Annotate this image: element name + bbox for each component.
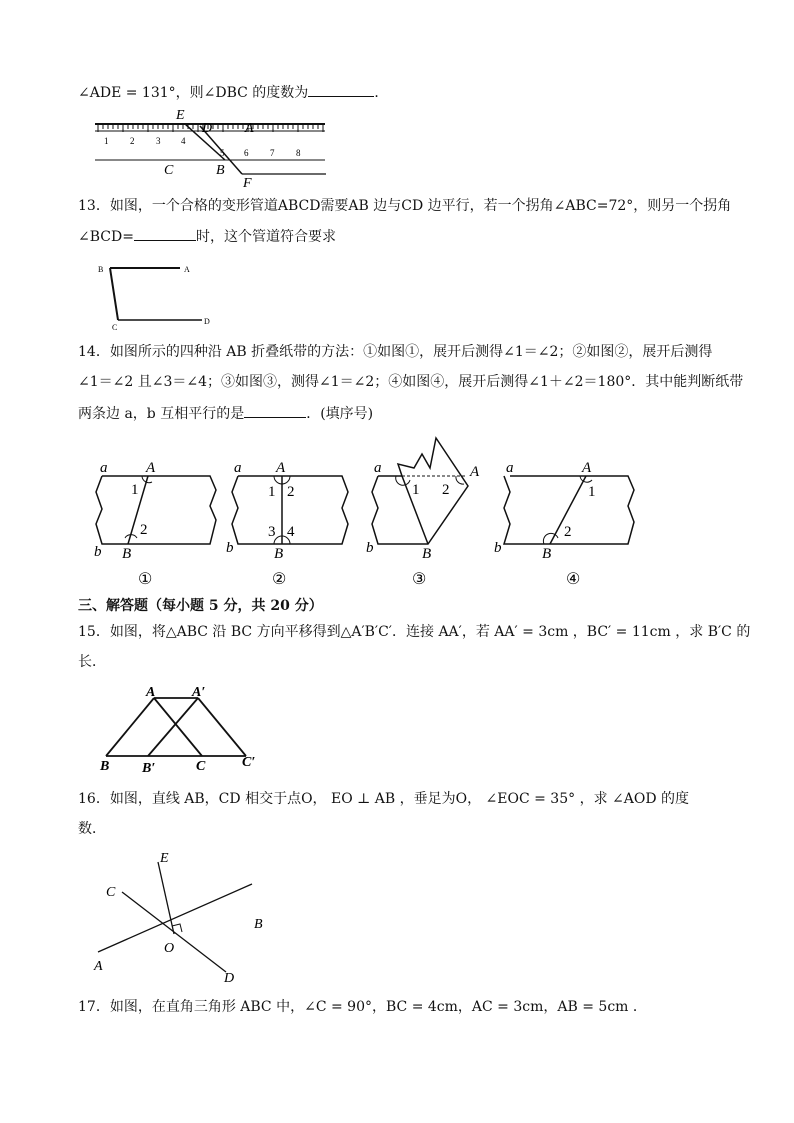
q14-figure-2 — [226, 460, 348, 588]
q16-intersecting-lines-figure — [88, 848, 278, 984]
label-B: B — [254, 917, 263, 932]
label-b: b — [494, 540, 502, 556]
q14-text-3a: 两条边 a，b 互相平行的是 — [78, 406, 245, 422]
q12-ruler-figure — [90, 104, 340, 190]
q14-figure-4 — [494, 460, 634, 588]
q14-text-3b: ．(填序号) — [306, 406, 374, 422]
label-D: D — [224, 971, 235, 984]
q16-line1 — [78, 789, 689, 809]
label-b: b — [226, 540, 234, 556]
label-A: A — [245, 121, 254, 136]
label-B: B — [98, 265, 104, 274]
q14-figure-1 — [94, 460, 216, 588]
q13-line1 — [78, 196, 731, 216]
q16-text-1: 如图，直线 AB，CD 相交于点O， EO ⊥ AB ，垂足为O， ∠EOC = 35° ，求 ∠AOD 的度 — [109, 791, 690, 807]
tick-label-1: 1 — [104, 136, 109, 146]
label-4: 4 — [287, 524, 295, 540]
label-A: A — [470, 464, 480, 480]
tick-label-4: 4 — [181, 136, 186, 146]
q13-text-1: 如图，一个合格的变形管道ABCD需要AB 边与CD 边平行，若一个拐角∠ABC=72°，则另一个拐角 — [109, 198, 732, 214]
label-A: A — [146, 460, 156, 476]
q12-text — [78, 82, 388, 103]
q13-answer-blank[interactable] — [134, 226, 196, 241]
label-C-prime: C′ — [242, 755, 256, 770]
label-E: E — [176, 108, 185, 123]
label-B-prime: B′ — [142, 761, 156, 774]
q15-text-1: 如图，将△ABC 沿 BC 方向平移得到△A′B′C′．连接 AA′，若 AA′ = 3cm ，BC′ = 11cm ，求 B′C 的 — [109, 624, 751, 640]
q14-answer-blank[interactable] — [244, 403, 306, 418]
q13-text-2a: ∠BCD= — [78, 229, 134, 245]
label-a: a — [374, 460, 382, 476]
label-2: 2 — [140, 522, 148, 538]
caption-3: ③ — [412, 571, 427, 588]
q15-translation-figure — [96, 684, 266, 774]
q17-number: 17． — [78, 999, 110, 1015]
label-b: b — [366, 540, 374, 556]
caption-4: ④ — [566, 571, 581, 588]
tick-label-6: 6 — [244, 148, 249, 158]
label-A: A — [146, 685, 156, 700]
q15-line2 — [78, 652, 106, 672]
label-B: B — [122, 546, 132, 562]
q14-number: 14． — [78, 344, 110, 360]
q16-text-2: 数． — [78, 821, 106, 837]
q14-line2 — [78, 372, 743, 392]
label-C: C — [112, 323, 118, 332]
label-1: 1 — [131, 482, 139, 498]
label-A: A — [184, 265, 190, 274]
q14-figure-3 — [366, 438, 480, 588]
section-3-heading: 三、解答题（每小题 5 分，共 20 分） — [78, 598, 323, 614]
tick-label-2: 2 — [130, 136, 135, 146]
q16-line2 — [78, 819, 106, 839]
label-A: A — [276, 460, 286, 476]
label-C: C — [106, 885, 116, 900]
caption-2: ② — [272, 571, 287, 588]
label-B: B — [542, 546, 552, 562]
label-D: D — [202, 121, 213, 136]
label-B: B — [100, 759, 110, 774]
label-1: 1 — [588, 484, 596, 500]
tick-label-8: 8 — [296, 148, 301, 158]
q12-answer-blank[interactable] — [308, 82, 374, 97]
label-3: 3 — [268, 524, 276, 540]
label-2: 2 — [287, 484, 295, 500]
label-2: 2 — [564, 524, 572, 540]
label-B: B — [216, 163, 225, 178]
caption-1: ① — [138, 571, 153, 588]
q17-text-1: 如图，在直角三角形 ABC 中，∠C = 90°，BC = 4cm，AC = 3cm，AB = 5cm ． — [109, 999, 647, 1015]
label-A: A — [94, 959, 103, 974]
label-1: 1 — [412, 482, 420, 498]
tick-label-3: 3 — [156, 136, 161, 146]
label-F: F — [243, 176, 252, 190]
label-1: 1 — [268, 484, 276, 500]
label-2: 2 — [442, 482, 450, 498]
label-b: b — [94, 544, 102, 560]
q14-text-1: 如图所示的四种沿 AB 折叠纸带的方法：①如图①，展开后测得∠1＝∠2；②如图②，展开后测得 — [109, 344, 713, 360]
label-D: D — [204, 317, 210, 326]
label-a: a — [506, 460, 514, 476]
q12-tail: ． — [374, 85, 389, 101]
q13-text-2b: 时，这个管道符合要求 — [195, 229, 336, 245]
tick-label-7: 7 — [270, 148, 275, 158]
label-a: a — [234, 460, 242, 476]
label-B: B — [274, 546, 284, 562]
q12-line: ∠ADE = 131°，则∠DBC 的度数为 — [78, 85, 309, 101]
q14-text-2: ∠1＝∠2 且∠3＝∠4；③如图③，测得∠1＝∠2；④如图④，展开后测得∠1＋∠2＝180°．其中能判断纸带 — [78, 374, 744, 390]
q14-line3 — [78, 403, 373, 424]
q17-line1 — [78, 997, 647, 1017]
q15-text-2: 长． — [78, 654, 106, 670]
q14-line1 — [78, 342, 712, 362]
label-C: C — [164, 163, 174, 178]
q13-line2 — [78, 226, 336, 247]
q13-pipe-figure — [96, 258, 226, 332]
label-E: E — [160, 851, 169, 866]
q14-paper-strip-figures — [92, 434, 652, 592]
label-A-prime: A′ — [192, 685, 206, 700]
q16-number: 16． — [78, 791, 110, 807]
label-a: a — [100, 460, 108, 476]
q13-number: 13． — [78, 198, 110, 214]
tick-label-5: 5 — [220, 148, 225, 158]
q15-number: 15． — [78, 624, 110, 640]
label-A: A — [582, 460, 592, 476]
label-C: C — [196, 759, 206, 774]
label-O: O — [164, 941, 175, 956]
label-B: B — [422, 546, 432, 562]
q15-line1 — [78, 622, 750, 642]
